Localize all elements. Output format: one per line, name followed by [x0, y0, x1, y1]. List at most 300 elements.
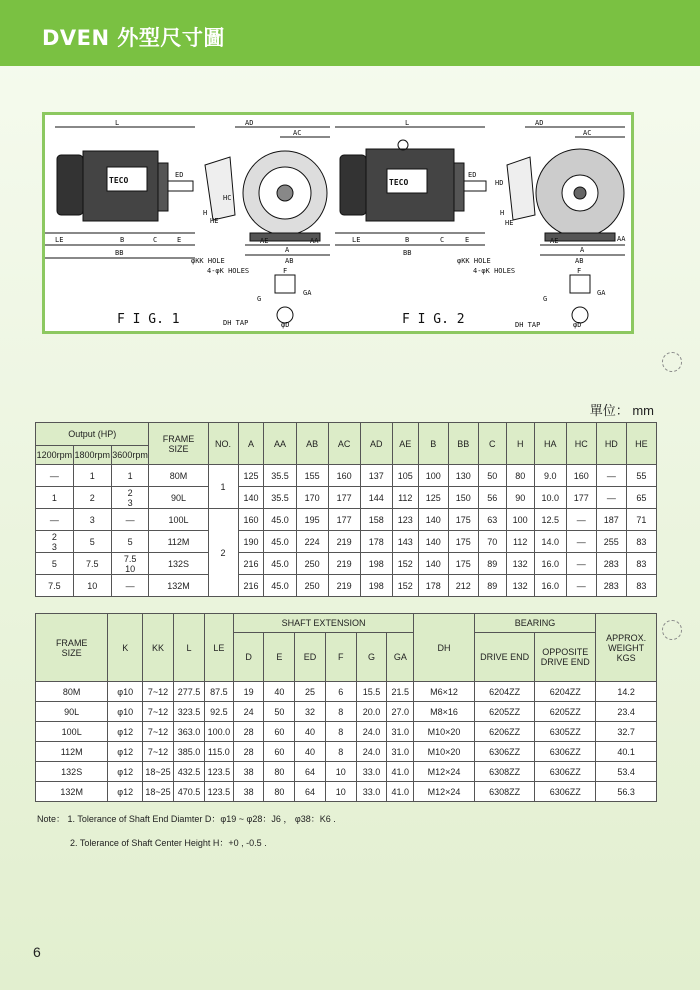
label-text: SIZE	[168, 443, 189, 454]
table-cell: 32	[295, 702, 326, 722]
table-cell: 140	[238, 487, 264, 509]
table-cell: 15.5	[356, 682, 387, 702]
table-cell: 160	[238, 509, 264, 531]
table-cell: 250	[296, 575, 328, 597]
table-cell	[111, 487, 149, 509]
table-cell: 470.5	[174, 782, 205, 802]
table-cell: M6×12	[414, 682, 475, 702]
table-cell: 216	[238, 553, 264, 575]
table-cell: 24.0	[356, 742, 387, 762]
table-cell: 6306ZZ	[535, 762, 596, 782]
table-header-cell: AC	[328, 423, 360, 465]
table-cell: 100L	[149, 509, 208, 531]
label-text: AD	[245, 119, 254, 127]
table-cell: 7~12	[143, 742, 174, 762]
table-cell: 219	[328, 575, 360, 597]
table-header-cell: A	[238, 423, 264, 465]
table-cell: 385.0	[174, 742, 205, 762]
label-text: φKK HOLE	[457, 257, 491, 265]
label-text: B	[120, 236, 125, 244]
table-cell: 105	[392, 465, 418, 487]
table-cell: 40	[295, 722, 326, 742]
label-text: FRAME	[55, 637, 88, 648]
table-cell: 10	[325, 782, 356, 802]
table-cell: 6	[325, 682, 356, 702]
label-text: G	[543, 295, 548, 303]
label-text: F	[577, 267, 582, 275]
label-text: 10	[125, 563, 136, 574]
label-text: DRIVE END	[540, 657, 590, 667]
label-text: H	[203, 209, 208, 217]
table-header-cell	[535, 633, 596, 682]
label-text: KGS	[616, 652, 636, 663]
table-cell: 40.1	[596, 742, 657, 762]
table-cell: 56.3	[596, 782, 657, 802]
table-cell: M12×24	[414, 782, 475, 802]
table-cell	[36, 531, 74, 553]
table-cell: 112M	[149, 531, 208, 553]
page-title: DVEN 外型尺寸圖	[42, 26, 225, 50]
table-cell: —	[111, 509, 149, 531]
table-cell: 80	[264, 782, 295, 802]
table-cell: 6205ZZ	[535, 702, 596, 722]
label-text: 4-φK HOLES	[207, 267, 250, 275]
table-header-cell: HE	[626, 423, 656, 465]
table-cell: 45.0	[264, 509, 296, 531]
table-cell: 8	[325, 702, 356, 722]
label-text: A	[285, 246, 290, 254]
table-cell: 177	[566, 487, 596, 509]
table-header-cell: DRIVE END	[474, 633, 535, 682]
table-cell: 56	[478, 487, 506, 509]
table-row	[36, 702, 657, 722]
table-cell: 35.5	[264, 487, 296, 509]
table-cell: 190	[238, 531, 264, 553]
table-header-cell: D	[233, 633, 264, 682]
table-cell: 255	[596, 531, 626, 553]
table-cell: 6206ZZ	[474, 722, 535, 742]
table-cell: 140	[418, 509, 448, 531]
label-text: DH TAP	[223, 319, 249, 327]
table-cell: 140	[418, 553, 448, 575]
table-header-cell: HA	[534, 423, 566, 465]
table-cell: 283	[596, 575, 626, 597]
label-text: 7.5	[123, 553, 137, 564]
table-cell: 92.5	[204, 702, 233, 722]
table-cell: 198	[360, 575, 392, 597]
table-cell: 1	[36, 487, 74, 509]
table-cell: —	[566, 531, 596, 553]
table-cell: 89	[478, 553, 506, 575]
table-cell: 19	[233, 682, 264, 702]
label-text: BB	[115, 249, 124, 257]
table-cell: 80	[264, 762, 295, 782]
label-text: HE	[210, 217, 219, 225]
table-cell: 10	[73, 575, 111, 597]
label-text: A	[580, 246, 585, 254]
table-header-cell: G	[356, 633, 387, 682]
fig2-side-view	[335, 127, 486, 245]
table-cell: 6306ZZ	[474, 742, 535, 762]
table-cell: 63	[478, 509, 506, 531]
frame-size-header	[36, 614, 108, 682]
table-cell: 143	[392, 531, 418, 553]
table-cell: 5	[73, 531, 111, 553]
table-cell: 112	[506, 531, 534, 553]
label-text: E	[465, 236, 470, 244]
table-cell: 195	[296, 509, 328, 531]
table-cell: 363.0	[174, 722, 205, 742]
table-cell: 7~12	[143, 702, 174, 722]
table-header-cell: HC	[566, 423, 596, 465]
fig2-front-view	[507, 127, 625, 323]
table-header-cell: 1800rpm	[73, 446, 111, 465]
table-header-cell	[596, 614, 657, 682]
table-cell: 90L	[36, 702, 108, 722]
table-cell: 80M	[36, 682, 108, 702]
table-cell: 1	[73, 465, 111, 487]
label-text: 2	[127, 487, 133, 498]
table-header-cell: HD	[596, 423, 626, 465]
table-cell: 7.5	[73, 553, 111, 575]
table-cell: 178	[360, 531, 392, 553]
label-text: AB	[285, 257, 294, 265]
table-cell: 50	[264, 702, 295, 722]
table-cell: M10×20	[414, 722, 475, 742]
table-cell: 132M	[36, 782, 108, 802]
table-header-cell: AA	[264, 423, 296, 465]
label-text: SIZE	[61, 647, 82, 658]
label-text: AA	[617, 235, 626, 243]
label-text: C	[153, 236, 158, 244]
table-cell: 150	[448, 487, 478, 509]
label-text: AC	[293, 129, 302, 137]
table-cell: 224	[296, 531, 328, 553]
table-cell: 137	[360, 465, 392, 487]
table-cell: 83	[626, 553, 656, 575]
table-cell: 31.0	[387, 722, 414, 742]
table-cell: 175	[448, 553, 478, 575]
table-cell: 35.5	[264, 465, 296, 487]
table-cell: 100L	[36, 722, 108, 742]
table-cell: 152	[392, 575, 418, 597]
table-cell: 32.7	[596, 722, 657, 742]
table-cell: 123.5	[204, 782, 233, 802]
table-cell: 53.4	[596, 762, 657, 782]
table-cell: 6205ZZ	[474, 702, 535, 722]
label-text: OPPOSITE	[542, 647, 589, 657]
table-row	[36, 531, 657, 553]
fig2-brand: TECO	[389, 178, 409, 187]
table-cell: 140	[418, 531, 448, 553]
table-cell: —	[36, 465, 74, 487]
table-cell: 33.0	[356, 762, 387, 782]
table-cell: M8×16	[414, 702, 475, 722]
table-header-cell: BEARING	[474, 614, 595, 633]
table-cell: 6305ZZ	[535, 722, 596, 742]
table-cell: —	[566, 575, 596, 597]
label-text: GA	[597, 289, 606, 297]
table-cell: 14.2	[596, 682, 657, 702]
table-header-cell: AE	[392, 423, 418, 465]
table-cell: 5	[111, 531, 149, 553]
table-cell: 27.0	[387, 702, 414, 722]
table-cell: 7.5	[36, 575, 74, 597]
dimension-drawing	[42, 112, 634, 334]
label-text: WEIGHT	[608, 642, 645, 653]
table-row	[36, 722, 657, 742]
table-header-cell: K	[108, 614, 143, 682]
table-cell: 25	[295, 682, 326, 702]
table-cell: 60	[264, 722, 295, 742]
label-text: DH TAP	[515, 321, 541, 329]
table-cell: 219	[328, 531, 360, 553]
table-header-cell: LE	[204, 614, 233, 682]
table-cell: 132	[506, 553, 534, 575]
table-row	[36, 742, 657, 762]
table-header-cell: L	[174, 614, 205, 682]
table-cell: 60	[264, 742, 295, 762]
label-text: AB	[575, 257, 584, 265]
table-header-cell: C	[478, 423, 506, 465]
label-text: C	[440, 236, 445, 244]
table-cell: 21.5	[387, 682, 414, 702]
label-text: φD	[281, 321, 290, 329]
table-cell: 6308ZZ	[474, 782, 535, 802]
table-cell: 198	[360, 553, 392, 575]
table-cell: M10×20	[414, 742, 475, 762]
table-cell: 45.0	[264, 575, 296, 597]
table-cell: 112M	[36, 742, 108, 762]
table-cell: φ10	[108, 702, 143, 722]
table-cell: 216	[238, 575, 264, 597]
table-cell: 45.0	[264, 531, 296, 553]
table-cell: —	[596, 487, 626, 509]
label-text: APPROX.	[606, 632, 647, 643]
table-cell: 123.5	[204, 762, 233, 782]
table-cell: 112	[392, 487, 418, 509]
table-cell: 24.0	[356, 722, 387, 742]
label-text: ED	[175, 171, 184, 179]
table-cell: 6308ZZ	[474, 762, 535, 782]
table-cell: 160	[566, 465, 596, 487]
table-cell: 177	[328, 509, 360, 531]
table-cell: 38	[233, 782, 264, 802]
table-cell: 100.0	[204, 722, 233, 742]
label-text: E	[177, 236, 182, 244]
label-text: φKK HOLE	[191, 257, 225, 265]
table-cell: 3	[73, 509, 111, 531]
label-text: B	[405, 236, 410, 244]
label-text: 3	[51, 541, 57, 552]
label-text: AE	[260, 237, 269, 245]
table-cell: 100	[506, 509, 534, 531]
label-text: G	[257, 295, 262, 303]
fig1-label: F I G. 1	[117, 312, 180, 327]
motor-drawings-svg	[45, 115, 631, 331]
table-cell: 152	[392, 553, 418, 575]
output-header: Output (HP)	[36, 423, 149, 446]
table-cell: 45.0	[264, 553, 296, 575]
table-cell: 6306ZZ	[535, 782, 596, 802]
table-header-cell: BB	[448, 423, 478, 465]
page-number: 6	[33, 944, 41, 960]
table-cell: 175	[448, 509, 478, 531]
table-header-cell: ED	[295, 633, 326, 682]
label-text: AD	[535, 119, 544, 127]
table-cell: 41.0	[387, 782, 414, 802]
table-header-cell: SHAFT EXTENSION	[233, 614, 413, 633]
table-cell: φ12	[108, 742, 143, 762]
table-header-cell: GA	[387, 633, 414, 682]
table-cell: 10	[325, 762, 356, 782]
label-text: AA	[310, 237, 319, 245]
table-cell: 170	[296, 487, 328, 509]
table-cell: 90L	[149, 487, 208, 509]
punch-hole-mark	[662, 352, 682, 372]
table-cell: 178	[418, 575, 448, 597]
label-text: AE	[550, 237, 559, 245]
table-cell: 132S	[149, 553, 208, 575]
label-text: φD	[573, 321, 582, 329]
table-header-cell: AD	[360, 423, 392, 465]
table-cell: 83	[626, 531, 656, 553]
table-cell: 277.5	[174, 682, 205, 702]
table-row	[36, 575, 657, 597]
table-cell: —	[566, 553, 596, 575]
table-cell: 1	[208, 465, 238, 509]
label-text: AC	[583, 129, 592, 137]
table-cell: 18~25	[143, 762, 174, 782]
table-cell: 33.0	[356, 782, 387, 802]
table-cell: 132S	[36, 762, 108, 782]
table-cell: φ10	[108, 682, 143, 702]
table-row	[36, 782, 657, 802]
table-cell: M12×24	[414, 762, 475, 782]
label-text: HE	[505, 219, 514, 227]
label-text: LE	[352, 236, 361, 244]
punch-hole-mark	[662, 620, 682, 640]
label-text: FRAME	[162, 433, 195, 444]
table-cell: φ12	[108, 782, 143, 802]
table-cell: 6306ZZ	[535, 742, 596, 762]
table-cell: 41.0	[387, 762, 414, 782]
table-cell: 40	[264, 682, 295, 702]
table-cell: 14.0	[534, 531, 566, 553]
frame-size-header	[149, 423, 208, 465]
table-cell: 219	[328, 553, 360, 575]
table-cell: 16.0	[534, 553, 566, 575]
label-text: F	[283, 267, 288, 275]
table-cell: —	[566, 509, 596, 531]
table-cell	[111, 553, 149, 575]
table-cell: 125	[238, 465, 264, 487]
table-header-cell: DH	[414, 614, 475, 682]
table-cell: 144	[360, 487, 392, 509]
table-header-cell: AB	[296, 423, 328, 465]
table-cell: —	[596, 465, 626, 487]
table-row	[36, 762, 657, 782]
table-cell: 1	[111, 465, 149, 487]
table-cell: 28	[233, 742, 264, 762]
table-header-cell: H	[506, 423, 534, 465]
table-row	[36, 682, 657, 702]
table-cell: 132M	[149, 575, 208, 597]
table-cell: 40	[295, 742, 326, 762]
table-cell: 64	[295, 782, 326, 802]
table-cell: 432.5	[174, 762, 205, 782]
table-cell: 212	[448, 575, 478, 597]
table-cell: 175	[448, 531, 478, 553]
table-header-cell: F	[325, 633, 356, 682]
table-cell: 160	[328, 465, 360, 487]
note-1: Note： 1. Tolerance of Shaft End Diamter D：φ19 ~ φ28：J6 ， φ38：K6 .	[37, 814, 336, 824]
table-cell: 87.5	[204, 682, 233, 702]
table-cell: 16.0	[534, 575, 566, 597]
table-cell: 23.4	[596, 702, 657, 722]
dimension-table-2	[35, 613, 657, 802]
label-text: 3	[127, 497, 133, 508]
table-cell: 130	[448, 465, 478, 487]
unit-label: 單位： mm	[589, 403, 654, 418]
table-cell: 83	[626, 575, 656, 597]
table-cell: 31.0	[387, 742, 414, 762]
label-text: H	[500, 209, 505, 217]
table-cell: φ12	[108, 762, 143, 782]
table-cell: 100	[418, 465, 448, 487]
table-cell: 80M	[149, 465, 208, 487]
label-text: HD	[495, 179, 504, 187]
label-text: 2	[51, 531, 57, 542]
table-cell: 9.0	[534, 465, 566, 487]
table-cell: 89	[478, 575, 506, 597]
fig1-brand: TECO	[109, 176, 129, 185]
table-header-cell: 3600rpm	[111, 446, 149, 465]
table-header-cell: B	[418, 423, 448, 465]
label-text: 4-φK HOLES	[473, 267, 516, 275]
table-cell: 24	[233, 702, 264, 722]
table-cell: 71	[626, 509, 656, 531]
table-row	[36, 509, 657, 531]
label-text: LE	[55, 236, 64, 244]
table-cell: 12.5	[534, 509, 566, 531]
table-cell: 18~25	[143, 782, 174, 802]
table-header-cell: 1200rpm	[36, 446, 74, 465]
table-cell: 155	[296, 465, 328, 487]
note-2: 2. Tolerance of Shaft Center Height H：+0 , -0.5 .	[70, 838, 267, 848]
table-cell: 90	[506, 487, 534, 509]
table-header-cell: KK	[143, 614, 174, 682]
table-cell: 7~12	[143, 722, 174, 742]
table-row	[36, 553, 657, 575]
table-cell: 6204ZZ	[535, 682, 596, 702]
table-cell: 2	[73, 487, 111, 509]
label-text: ED	[468, 171, 477, 179]
table-row	[36, 487, 657, 509]
table-cell: —	[111, 575, 149, 597]
table-cell: 50	[478, 465, 506, 487]
table-cell: 123	[392, 509, 418, 531]
table-cell: 38	[233, 762, 264, 782]
table-cell: 115.0	[204, 742, 233, 762]
table-cell: 187	[596, 509, 626, 531]
label-text: L	[405, 119, 410, 127]
table-cell: 65	[626, 487, 656, 509]
table-cell: 10.0	[534, 487, 566, 509]
label-text: BB	[403, 249, 412, 257]
table-cell: φ12	[108, 722, 143, 742]
fig1-L-label: L	[115, 119, 120, 127]
